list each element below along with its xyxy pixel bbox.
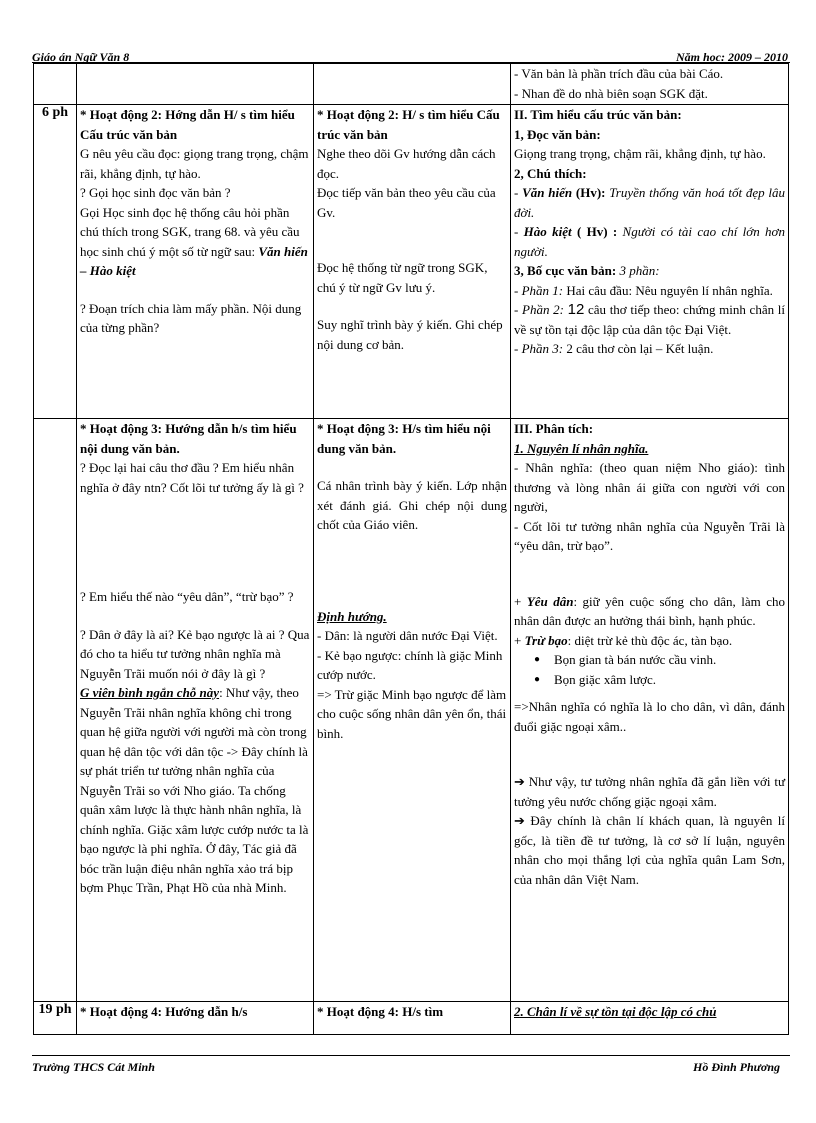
- student-text: Nghe theo dõi Gv hướng dẫn cách đọc.: [317, 146, 496, 181]
- teacher-question: ? Em hiểu thế nào “yêu dân”, “trừ bạo” ?: [80, 589, 294, 604]
- subheading: 2, Chú thích:: [514, 165, 587, 181]
- subheading: 2. Chân lí về sự tồn tại độc lập có chủ: [514, 1004, 717, 1019]
- teacher-text: G nêu yêu cầu đọc: giọng trang trọng, chậm rãi, khẳng định, tự hào.: [80, 146, 309, 181]
- time-cell: [34, 64, 77, 105]
- teacher-text: Gọi Học sinh đọc hệ thống câu hỏi phần chú thích trong SGK, trang 68. và yêu cầu học sinh chú ý một số từ ngữ sau: Văn hiến – Hào kiệt: [80, 204, 308, 278]
- student-cell: [314, 64, 511, 105]
- bullet-item: ● Bọn gian tà bán nước cầu vinh.: [514, 650, 785, 670]
- content-line: Giọng trang trọng, chậm rãi, khẳng định, tự hào.: [514, 146, 766, 161]
- activity-title: * Hoạt động 2: H/ s tìm hiểu Cấu trúc văn bản: [317, 107, 500, 142]
- time-cell: [34, 419, 77, 1002]
- section-heading: II. Tìm hiểu cấu trúc văn bản:: [514, 107, 682, 122]
- footer-rule: [32, 1055, 790, 1056]
- structure-part: - Phần 3: 2 câu thơ còn lại – Kết luận.: [514, 341, 714, 356]
- student-text: Suy nghĩ trình bày ý kiến. Ghi chép nội dung cơ bản.: [317, 317, 503, 352]
- content-line: - Nhan đề do nhà biên soạn SGK đặt.: [514, 85, 708, 101]
- content-cell: [511, 64, 789, 105]
- table-row: [34, 64, 789, 105]
- activity-title: * Hoạt động 3: Hướng dẫn h/s tìm hiểu nội dung văn bản.: [80, 421, 297, 456]
- content-cell: [511, 419, 789, 1002]
- arrow-icon: ➔: [514, 774, 525, 789]
- content-line: ➔ Đây chính là chân lí khách quan, là nguyên lí gốc, là tiền đề tư tưởng, là cơ sở lí luận, nguyên nhân cho mọi thắng lợi của nghĩa quân Lam Sơn, của nhân dân Việt Nam.: [514, 813, 786, 887]
- footer-right: Hồ Đình Phương: [693, 1060, 780, 1074]
- header-left: Giáo án Ngữ Văn 8: [32, 50, 130, 64]
- content-line: - Nhân nghĩa: (theo quan niệm Nho giáo): tình thương và lòng nhân ái giữa con người với con người,: [514, 460, 785, 514]
- student-text: Đọc hệ thống từ ngữ trong SGK, chú ý từ ngữ Gv lưu ý.: [317, 260, 488, 295]
- teacher-cell: [77, 64, 314, 105]
- subheading: 1. Nguyên lí nhân nghĩa.: [514, 440, 649, 456]
- guidance-line: - Kẻ bạo ngược: chính là giặc Minh cướp nước.: [317, 647, 503, 682]
- time-cell: 19 ph: [34, 1002, 77, 1035]
- table-row: [34, 1002, 789, 1035]
- guidance-line: => Trừ giặc Minh bạo ngược để làm cho cuộc sống nhân dân yên ổn, thái bình.: [317, 686, 507, 741]
- section-heading: III. Phân tích:: [514, 421, 594, 436]
- content-line: + Yêu dân: giữ yên cuộc sống cho dân, làm cho nhân dân được an hưởng thái bình, hạnh phúc.: [514, 593, 785, 628]
- teacher-cell: [77, 1002, 314, 1035]
- lesson-table: [33, 63, 789, 1035]
- student-cell: [314, 1002, 511, 1035]
- structure-part: - Phần 2: 12 câu thơ tiếp theo: chứng minh chân lí về sự tồn tại độc lập của dân tộc Đại Việt.: [514, 301, 785, 337]
- activity-title: * Hoạt động 3: H/s tìm hiểu nội dung văn bản.: [317, 421, 491, 456]
- activity-title: * Hoạt động 4: Hướng dẫn h/s: [80, 1004, 248, 1019]
- content-cell: [511, 105, 789, 419]
- guidance-heading: Định hướng.: [317, 608, 387, 624]
- subheading: 3, Bố cục văn bản: 3 phần:: [514, 263, 660, 278]
- content-line: - Văn bản là phần trích đầu của bài Cáo.: [514, 66, 724, 81]
- teacher-cell: [77, 419, 314, 1002]
- activity-title: * Hoạt động 4: H/s tìm: [317, 1004, 444, 1019]
- content-line: - Cốt lõi tư tưởng nhân nghĩa của Nguyễn Trãi là “yêu dân, trừ bạo”.: [514, 518, 785, 553]
- structure-part: - Phần 1: Hai câu đầu: Nêu nguyên lí nhân nghĩa.: [514, 282, 773, 298]
- table-row: [34, 419, 789, 1002]
- content-line: ➔ Như vậy, tư tưởng nhân nghĩa đã gắn liền với tư tưởng yêu nước chống giặc ngoại xâm.: [514, 774, 785, 809]
- arrow-icon: ➔: [514, 813, 525, 828]
- student-text: Cá nhân trình bày ý kiến. Lớp nhận xét đánh giá. Ghi chép nội dung chốt của Giáo viên.: [317, 478, 507, 532]
- student-text: Đọc tiếp văn bản theo yêu cầu của Gv.: [317, 185, 496, 220]
- content-line: =>Nhân nghĩa có nghĩa là lo cho dân, vì dân, đánh đuổi giặc ngoại xâm..: [514, 699, 785, 734]
- teacher-text: ? Gọi học sinh đọc văn bản ?: [80, 185, 231, 200]
- guidance-line: - Dân: là người dân nước Đại Việt.: [317, 628, 498, 643]
- activity-title: * Hoạt động 2: Hớng dẫn H/ s tìm hiểu Cấu trúc văn bản: [80, 107, 295, 142]
- teacher-question: ? Dân ở đây là ai? Kẻ bạo ngược là ai ? Qua đó cho ta hiểu tư tưởng nhân nghĩa mà Nguyễn Trãi muốn nói ở đây là gì ?: [80, 626, 310, 681]
- student-cell: [314, 419, 511, 1002]
- glossary-item: - Văn hiến (Hv): Truyền thống văn hoá tốt đẹp lâu đời.: [514, 185, 785, 220]
- table-row: [34, 105, 789, 419]
- student-cell: [314, 105, 511, 419]
- time-cell: 6 ph: [34, 105, 77, 419]
- teacher-commentary: G viên bình ngắn chỗ này: Như vậy, theo Nguyễn Trãi nhân nghĩa không chỉ trong quan hệ giữa người với người mà còn trong quan hệ dân tộc với dân tộc -> Đây chính là sự phát triển tư tưởng nhân nghĩa của Nguyễn Trãi so với Nho giáo. Ta chống quân xâm lược là thực hành nhân nghĩa, là chính nghĩa. Giặc xâm lược cướp nước ta là bạo ngược là phi nghĩa. Ở đây, Tác giả đã bóc trần luận điệu nhân nghĩa xảo trá bịp bợm Phục Trần, Phạt Hồ của nhà Minh.: [80, 685, 309, 895]
- teacher-question: ? Đọc lại hai câu thơ đầu ? Em hiểu nhân nghĩa ở đây ntn? Cốt lõi tư tưởng ấy là gì ?: [80, 460, 304, 495]
- subheading: 1, Đọc văn bản:: [514, 126, 601, 142]
- bullet-item: ● Bọn giặc xâm lược.: [514, 670, 785, 690]
- content-cell: [511, 1002, 789, 1035]
- glossary-item: - Hào kiệt ( Hv) : Người có tài cao chí lớn hơn người.: [514, 224, 785, 259]
- header-right: Năm học: 2009 – 2010: [676, 50, 788, 64]
- footer-left: Trường THCS Cát Minh: [32, 1060, 155, 1074]
- teacher-question: ? Đoạn trích chia làm mấy phần. Nội dung của từng phần?: [80, 300, 302, 335]
- teacher-cell: [77, 105, 314, 419]
- content-line: + Trừ bạo: diệt trừ kẻ thù độc ác, tàn bạo.: [514, 632, 733, 648]
